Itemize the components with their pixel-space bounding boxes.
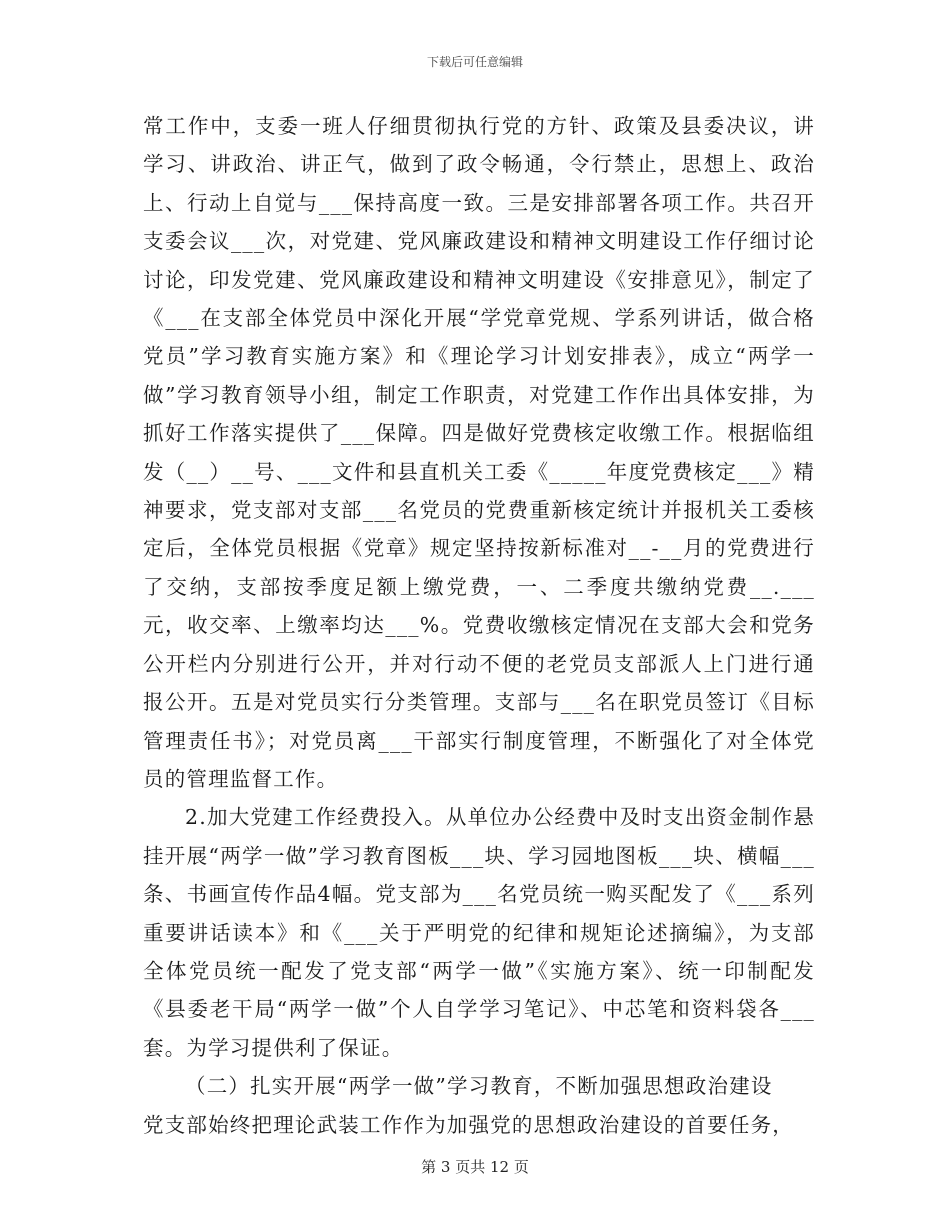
section-heading-study-education: （二）扎实开展“两学一做”学习教育，不断加强思想政治建设 (185, 1074, 773, 1099)
paragraph-funding-investment: 2.加大党建工作经费投入。从单位办公经费中及时支出资金制作悬挂开展“两学一做”学习教育图板___块、学习园地图板___块、横幅___条、书画宣传作品4幅。党支部为___名党员统一购买配发了《___系列重要讲话读本》和《___关于严明党的纪律和规矩论述摘编》，为支部全体党员统一配发了党支部“两学一做”《实施方案》、统一印制配发《县委老干局“两学一做”个人自学学习笔记》、中芯笔和资料袋各___套。为学习提供利了保证。 (143, 805, 815, 1060)
document-body (143, 107, 815, 1144)
page-number: 第 3 页共 12 页 (421, 1158, 529, 1176)
page-header-note: 下载后可任意编辑 (426, 55, 523, 69)
paragraph-party-work: 常工作中，支委一班人仔细贯彻执行党的方针、政策及县委决议，讲学习、讲政治、讲正气，做到了政令畅通，令行禁止，思想上、政治上、行动上自觉与___保持高度一致。三是安排部署各项工作。共召开支委会议___次，对党建、党风廉政建设和精神文明建设工作仔细讨论讨论，印发党建、党风廉政建设和精神文明建设《安排意见》，制定了《___在支部全体党员中深化开展“学党章党规、学系列讲话，做合格党员”学习教育实施方案》和《理论学习计划安排表》，成立“两学一做”学习教育领导小组，制定工作职责，对党建工作作出具体安排，为抓好工作落实提供了___保障。四是做好党费核定收缴工作。根据临组发（__）__号、___文件和县直机关工委《_____年度党费核定___》精神要求，党支部对支部___名党员的党费重新核定统计并报机关工委核定后，全体党员根据《党章》规定坚持按新标准对__-__月的党费进行了交纳，支部按季度足额上缴党费，一、二季度共缴纳党费__.___元，收交率、上缴率均达___%。党费收缴核定情况在支部大会和党务公开栏内分别进行公开，并对行动不便的老党员支部派人上门进行通报公开。五是对党员实行分类管理。支部与___名在职党员签订《目标管理责任书》；对党员离___干部实行制度管理，不断强化了对全体党员的管理监督工作。 (143, 114, 815, 791)
paragraph-theory-arming: 党支部始终把理论武装工作作为加强党的思想政治建设的首要任务， (143, 1112, 794, 1137)
